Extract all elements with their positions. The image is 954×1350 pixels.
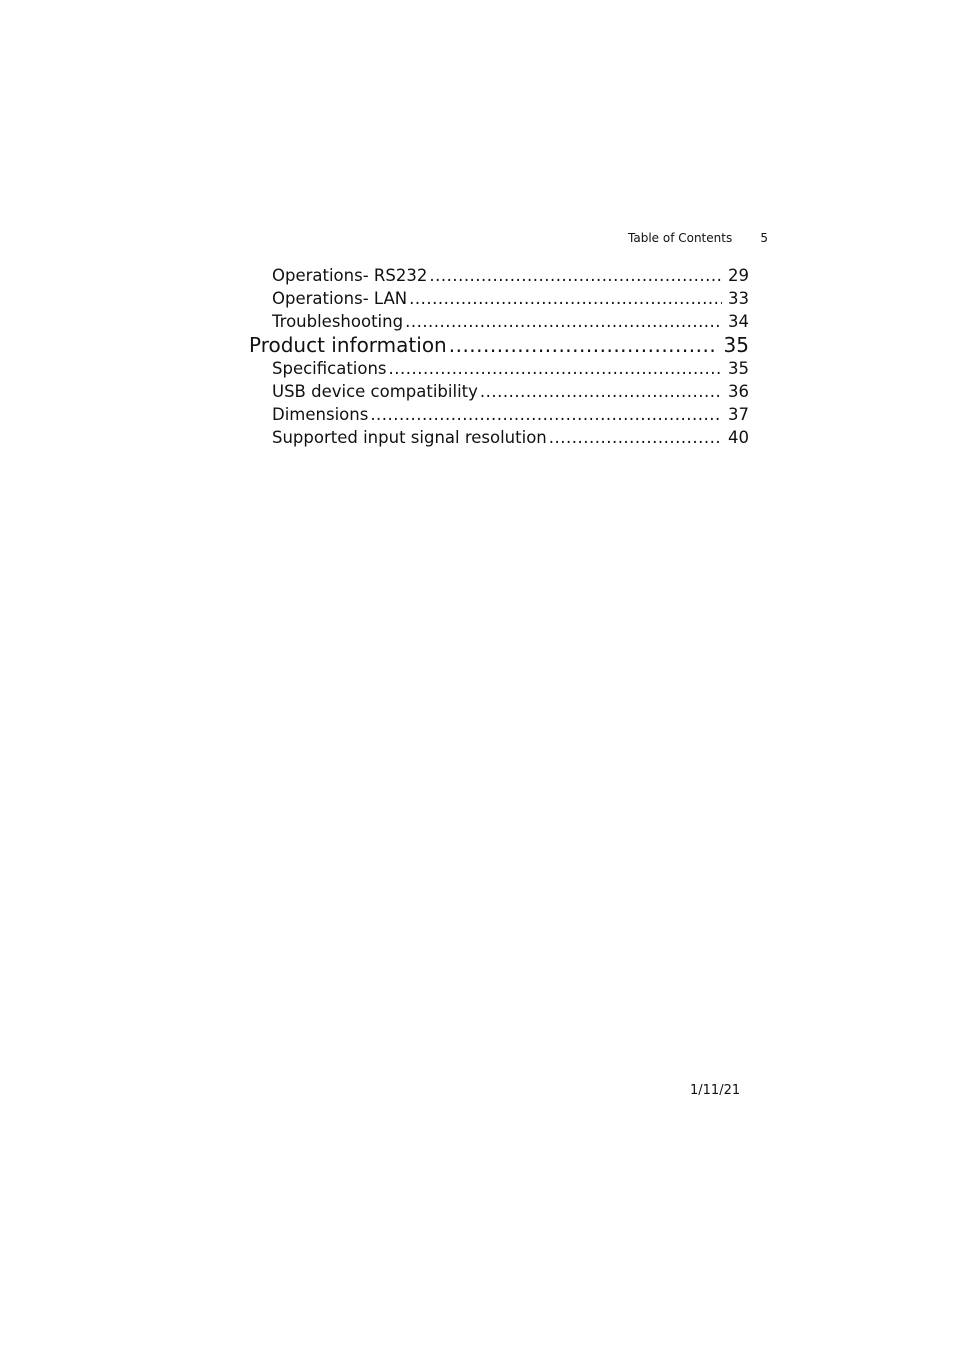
toc-entry-title: Supported input signal resolution: [272, 427, 547, 447]
toc-entry-specifications[interactable]: [249, 358, 749, 381]
toc-entry-page: 29: [728, 266, 749, 285]
toc-entry-title: Operations- LAN: [272, 288, 408, 308]
footer-date: 1/11/21: [690, 1083, 741, 1098]
header-page-number: 5: [760, 231, 768, 245]
toc-entry-title: USB device compatibility: [272, 382, 478, 402]
toc-entry-page: 36: [728, 382, 749, 402]
toc-entry-page: 33: [728, 288, 749, 308]
toc-dot-leader: [389, 358, 722, 381]
toc-entry-page: 40: [728, 427, 749, 447]
toc-dot-leader: [409, 288, 722, 311]
toc-entry-product-information[interactable]: [249, 333, 749, 358]
toc-entry-operations-lan[interactable]: [249, 288, 749, 311]
toc-entry-title: Product information: [249, 333, 447, 358]
table-of-contents: [249, 265, 749, 450]
toc-dot-leader: [405, 311, 722, 334]
toc-entry-troubleshooting[interactable]: [249, 311, 749, 334]
toc-entry-page: 35: [728, 359, 749, 379]
toc-entry-title: Specifications: [272, 359, 387, 379]
header-section-name: Table of Contents: [628, 231, 733, 245]
toc-dot-leader: [480, 381, 722, 404]
toc-entry-supported-input-signal-resolution[interactable]: [249, 427, 749, 450]
toc-entry-usb-device-compatibility[interactable]: [249, 381, 749, 404]
toc-entry-operations-rs232[interactable]: [249, 265, 749, 288]
toc-dot-leader: [429, 265, 722, 288]
toc-dot-leader: [549, 427, 722, 450]
toc-dot-leader: [370, 404, 722, 427]
toc-entry-dimensions[interactable]: [249, 404, 749, 427]
toc-entry-title: Dimensions: [272, 404, 369, 424]
toc-entry-page: 34: [728, 311, 749, 331]
toc-entry-title: Troubleshooting: [272, 311, 404, 331]
toc-entry-title: Operations- RS232: [272, 266, 428, 285]
toc-entry-page: 35: [723, 333, 749, 358]
toc-dot-leader: [449, 333, 718, 358]
toc-entry-page: 37: [728, 404, 749, 424]
